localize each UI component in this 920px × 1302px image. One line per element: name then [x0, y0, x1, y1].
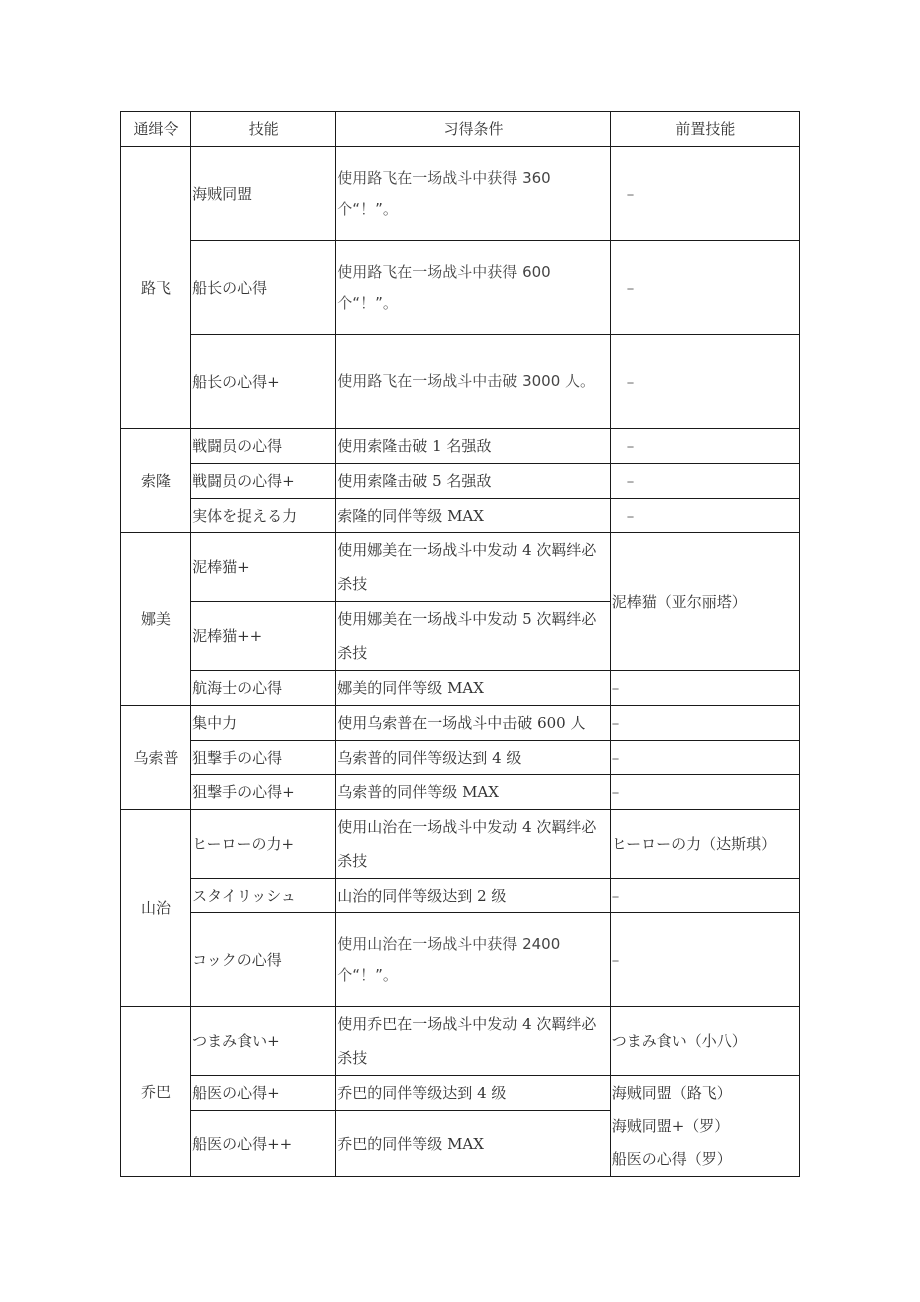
- prerequisite-cell: [610, 1076, 799, 1177]
- condition-cell: 乔巴的同伴等级 MAX: [336, 1111, 610, 1177]
- header-prerequisite: 前置技能: [610, 112, 799, 147]
- table-row: [121, 913, 800, 1007]
- table-row: [121, 810, 800, 879]
- header-condition: 习得条件: [336, 112, 610, 147]
- condition-cell: 使用路飞在一场战斗中获得 600 个“！”。: [336, 241, 610, 335]
- skill-cell: 戦闘员の心得: [191, 429, 336, 464]
- table-row: [121, 671, 800, 706]
- table-row: [121, 775, 800, 810]
- skill-cell: 航海士の心得: [191, 671, 336, 706]
- skill-cell: 船医の心得++: [191, 1111, 336, 1177]
- skill-cell: つまみ食い+: [191, 1007, 336, 1076]
- table-row: [121, 464, 800, 499]
- skill-cell: 船医の心得+: [191, 1076, 336, 1111]
- skill-cell: 狙撃手の心得: [191, 741, 336, 775]
- character-cell: 乌索普: [121, 706, 191, 810]
- table-row: [121, 1007, 800, 1076]
- table-row: [121, 741, 800, 775]
- condition-cell: 使用索隆击破 5 名强敌: [336, 464, 610, 499]
- prerequisite-cell: –: [610, 879, 799, 913]
- character-cell: 山治: [121, 810, 191, 1007]
- header-row: [121, 112, 800, 147]
- skills-table: [120, 111, 800, 1177]
- table-row: [121, 429, 800, 464]
- character-cell: 路飞: [121, 147, 191, 429]
- condition-cell: 使用娜美在一场战斗中发动 5 次羁绊必杀技: [336, 602, 610, 671]
- prerequisite-cell: –: [610, 913, 799, 1007]
- condition-cell: 使用索隆击破 1 名强敌: [336, 429, 610, 464]
- table-row: [121, 1076, 800, 1111]
- skill-cell: 船长の心得+: [191, 335, 336, 429]
- prerequisite-cell: –: [610, 241, 799, 335]
- skill-cell: 狙撃手の心得+: [191, 775, 336, 810]
- prerequisite-cell: –: [610, 741, 799, 775]
- prerequisite-line: 船医の心得（罗）: [611, 1149, 732, 1168]
- prerequisite-cell: –: [610, 671, 799, 706]
- skill-cell: 泥棒猫+: [191, 533, 336, 602]
- condition-cell: 使用路飞在一场战斗中获得 360 个“！”。: [336, 147, 610, 241]
- prerequisite-cell: –: [610, 429, 799, 464]
- condition-cell: 使用娜美在一场战斗中发动 4 次羁绊必杀技: [336, 533, 610, 602]
- condition-cell: 使用乔巴在一场战斗中发动 4 次羁绊必杀技: [336, 1007, 610, 1076]
- skill-cell: コックの心得: [191, 913, 336, 1007]
- prerequisite-line: 海贼同盟+（罗）: [611, 1116, 730, 1135]
- skill-cell: 戦闘员の心得+: [191, 464, 336, 499]
- table-row: [121, 147, 800, 241]
- skill-cell: ヒーローの力+: [191, 810, 336, 879]
- header-skill: 技能: [191, 112, 336, 147]
- skill-cell: 実体を捉える力: [191, 499, 336, 533]
- condition-cell: 使用路飞在一场战斗中击破 3000 人。: [336, 335, 610, 429]
- table-row: [121, 241, 800, 335]
- prerequisite-cell: –: [610, 147, 799, 241]
- condition-cell: 使用山治在一场战斗中发动 4 次羁绊必杀技: [336, 810, 610, 879]
- condition-cell: 使用山治在一场战斗中获得 2400 个“！”。: [336, 913, 610, 1007]
- skill-cell: 海贼同盟: [191, 147, 336, 241]
- prerequisite-cell: –: [610, 775, 799, 810]
- prerequisite-cell: 泥棒猫（亚尔丽塔）: [610, 533, 799, 671]
- prerequisite-line: 海贼同盟（路飞）: [611, 1083, 732, 1102]
- table-row: [121, 335, 800, 429]
- condition-cell: 乌索普的同伴等级 MAX: [336, 775, 610, 810]
- condition-cell: 山治的同伴等级达到 2 级: [336, 879, 610, 913]
- prerequisite-cell: ヒーローの力（达斯琪）: [610, 810, 799, 879]
- prerequisite-cell: –: [610, 499, 799, 533]
- character-cell: 索隆: [121, 429, 191, 533]
- condition-cell: 娜美的同伴等级 MAX: [336, 671, 610, 706]
- condition-cell: 使用乌索普在一场战斗中击破 600 人: [336, 706, 610, 741]
- skill-cell: 泥棒猫++: [191, 602, 336, 671]
- table-row: [121, 499, 800, 533]
- header-wanted-poster: 通缉令: [121, 112, 191, 147]
- condition-cell: 乌索普的同伴等级达到 4 级: [336, 741, 610, 775]
- character-cell: 娜美: [121, 533, 191, 706]
- condition-cell: 索隆的同伴等级 MAX: [336, 499, 610, 533]
- table-row: [121, 879, 800, 913]
- skill-cell: 船长の心得: [191, 241, 336, 335]
- prerequisite-cell: –: [610, 464, 799, 499]
- table-row: [121, 533, 800, 602]
- condition-cell: 乔巴的同伴等级达到 4 级: [336, 1076, 610, 1111]
- prerequisite-cell: –: [610, 706, 799, 741]
- skill-cell: 集中力: [191, 706, 336, 741]
- character-cell: 乔巴: [121, 1007, 191, 1177]
- prerequisite-cell: つまみ食い（小八）: [610, 1007, 799, 1076]
- prerequisite-cell: –: [610, 335, 799, 429]
- table-row: [121, 706, 800, 741]
- skill-cell: スタイリッシュ: [191, 879, 336, 913]
